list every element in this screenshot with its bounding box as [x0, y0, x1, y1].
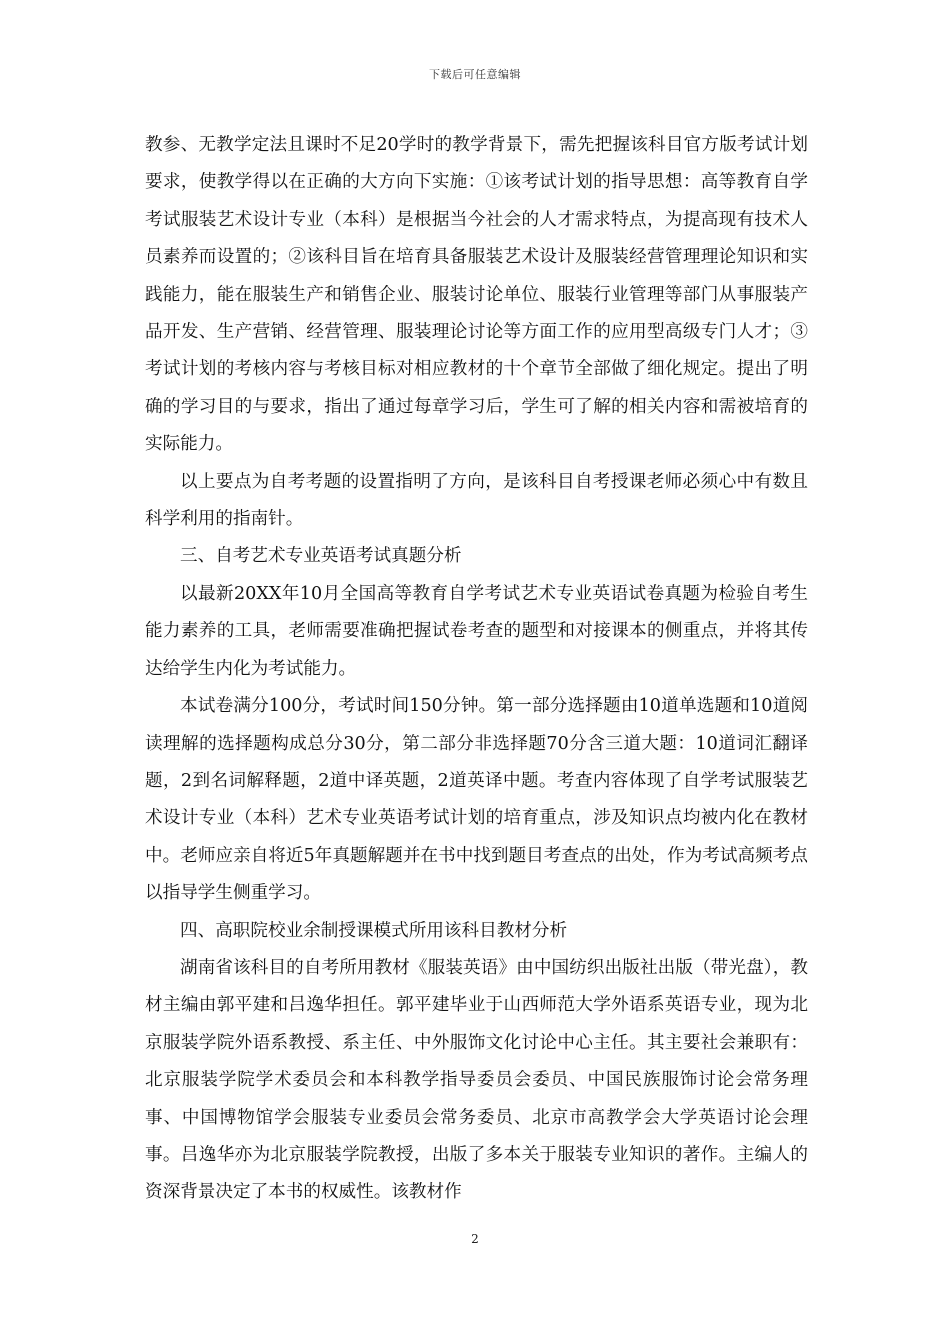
paragraph-5: 本试卷满分100分，考试时间150分钟。第一部分选择题由10道单选题和10道阅读理解的选择题构成总分30分，第二部分非选择题70分含三道大题：10道词汇翻译题，2到名词解释题，2道中译英题，2道英译中题。考查内容体现了自学考试服装艺术设计专业（本科）艺术专业英语考试计划的培育重点，涉及知识点均被内化在教材中。老师应亲自将近5年真题解题并在书中找到题目考查点的出处，作为考试高频考点以指导学生侧重学习。 [145, 696, 808, 904]
paragraph-7: 湖南省该科目的自考所用教材《服装英语》由中国纺织出版社出版（带光盘），教材主编由郭平建和吕逸华担任。郭平建毕业于山西师范大学外语系英语专业，现为北京服装学院外语系教授、系主任、中外服饰文化讨论中心主任。其主要社会兼职有：北京服装学院学术委员会和本科教学指导委员会委员、中国民族服饰讨论会常务理事、中国博物馆学会服装专业委员会常务委员、北京市高教学会大学英语讨论会理事。吕逸华亦为北京服装学院教授，出版了多本关于服装专业知识的著作。主编人的资深背景决定了本书的权威性。该教材作 [145, 957, 808, 1203]
paragraph-4: 以最新20XX年10月全国高等教育自学考试艺术专业英语试卷真题为检验自考生能力素养的工具，老师需要准确把握试卷考查的题型和对接课本的侧重点，并将其传达给学生内化为考试能力。 [145, 583, 808, 679]
paragraph-2: 以上要点为自考考题的设置指明了方向，是该科目自考授课老师必须心中有数且科学利用的指南针。 [145, 471, 808, 530]
section-heading-4: 四、高职院校业余制授课模式所用该科目教材分析 [180, 920, 568, 941]
page-number: 2 [471, 1232, 479, 1246]
section-heading-3: 三、自考艺术专业英语考试真题分析 [180, 546, 462, 567]
paragraph-1: 教参、无教学定法且课时不足20学时的教学背景下，需先把握该科目官方版考试计划要求，使教学得以在正确的大方向下实施：①该考试计划的指导思想：高等教育自学考试服装艺术设计专业（本科）是根据当今社会的人才需求特点，为提高现有技术人员素养而设置的；②该科目旨在培育具备服装艺术设计及服装经营管理理论知识和实践能力，能在服装生产和销售企业、服装讨论单位、服装行业管理等部门从事服装产品开发、生产营销、经营管理、服装理论讨论等方面工作的应用型高级专门人才；③考试计划的考核内容与考核目标对相应教材的十个章节全部做了细化规定。提出了明确的学习目的与要求，指出了通过每章学习后，学生可了解的相关内容和需被培育的实际能力。 [145, 135, 808, 455]
page-header: 下载后可任意编辑 [429, 68, 521, 81]
document-body [145, 127, 808, 1212]
